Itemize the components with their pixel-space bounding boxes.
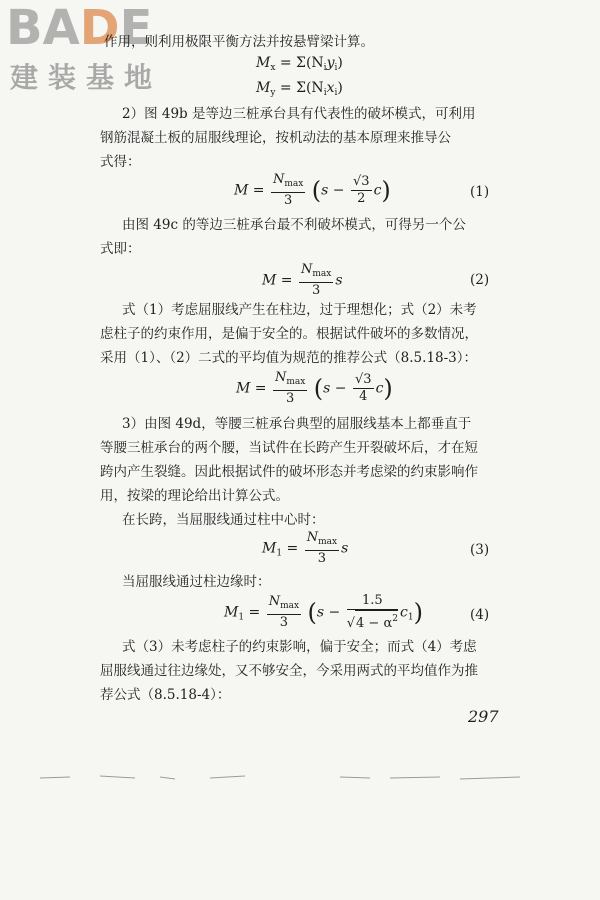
- paragraph-line: 2）图 49b 是等边三桩承台具有代表性的破坏模式，可利用: [122, 106, 476, 122]
- paragraph-line: 在长跨，当屈服线通过柱中心时：: [122, 512, 325, 528]
- paragraph-line: 由图 49c 的等边三桩承台最不利破坏模式，可得另一个公: [122, 217, 466, 233]
- equation-4: $M_1$ = $\frac{N_{max}}{3}$ (s − $\frac{1.5}{√4 - \alpha^2}$ $c_1$): [224, 593, 423, 631]
- equation-number: (2): [470, 272, 490, 288]
- equation-number: (4): [470, 607, 490, 623]
- paragraph-line: 式得：: [100, 154, 141, 170]
- equation-number: (1): [470, 184, 490, 200]
- logo-wordmark: BADE: [6, 0, 153, 56]
- paragraph-line: 等腰三桩承台的两个腰，当试件在长跨产生开裂破坏后，才在短: [100, 440, 478, 456]
- paragraph-line: 跨内产生裂缝。因此根据试件的破坏形态并考虑梁的约束影响作: [100, 464, 478, 480]
- paragraph-line: 当屈服线通过柱边缘时：: [122, 574, 271, 590]
- paragraph-line: 式（3）未考虑柱子的约束影响，偏于安全；而式（4）考虑: [122, 639, 477, 655]
- page-number: 297: [468, 707, 499, 726]
- paragraph-line: 用，按梁的理论给出计算公式。: [100, 488, 289, 504]
- paragraph-line: 虑柱子的约束作用，是偏于安全的。根据试件破坏的多数情况，: [100, 326, 478, 342]
- paragraph-line: 钢筋混凝土板的屈服线理论，按机动法的基本原理来推导公: [100, 130, 451, 146]
- text-line: 作用，则利用极限平衡方法并按悬臂梁计算。: [104, 34, 374, 50]
- equation-average: M = $\frac{N_{max}}{3}$ (s − $\frac{√3}{4}$ c): [236, 370, 393, 406]
- scan-artifact: [40, 772, 560, 784]
- paragraph-line: 屈服线通过往边缘处，又不够安全，今采用两式的平均值作为推: [100, 663, 478, 679]
- equation-my: $M_y = \Sigma(N_ix_i)$: [256, 80, 343, 98]
- equation-1: M = $\frac{N_{max}}{3}$ (s − $\frac{√3}{2}$ c): [234, 172, 391, 208]
- paragraph-line: 3）由图 49d，等腰三桩承台典型的屈服线基本上都垂直于: [122, 416, 472, 432]
- equation-2: M = $\frac{N_{max}}{3}$ s: [262, 262, 343, 298]
- logo-subtitle: 建装基地: [10, 61, 163, 94]
- paragraph-line: 采用（1）、（2）二式的平均值为规范的推荐公式（8.5.18-3）：: [100, 350, 478, 366]
- paragraph-line: 荐公式（8.5.18-4）：: [100, 687, 231, 703]
- equation-3: $M_1$ = $\frac{N_{max}}{3}$ s: [262, 530, 349, 566]
- paragraph-line: 式（1）考虑屈服线产生在柱边，过于理想化；式（2）未考: [122, 302, 477, 318]
- equation-number: (3): [470, 542, 490, 558]
- paragraph-line: 式即：: [100, 241, 141, 257]
- equation-mx: $M_x = \Sigma(N_iy_i)$: [256, 55, 343, 73]
